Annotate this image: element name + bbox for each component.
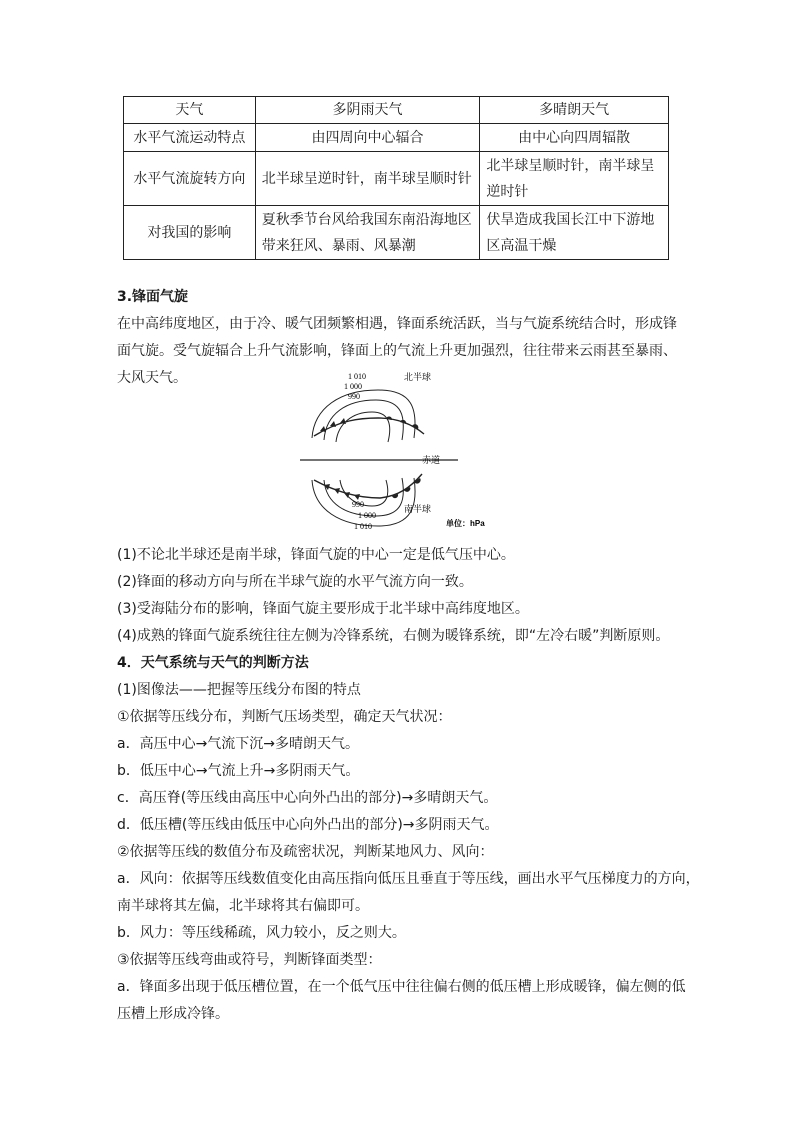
point-item: (4)成熟的锋面气旋系统往往左侧为冷锋系统，右侧为暖锋系统，即“左冷右暖”判断原则。 [117, 628, 670, 644]
paragraph-line: 在中高纬度地区，由于冷、暖气团频繁相遇，锋面系统活跃，当与气旋系统结合时，形成锋 [117, 316, 677, 332]
table-cell: 对我国的影响 [124, 206, 256, 260]
point-item: (1)不论北半球还是南半球，锋面气旋的中心一定是低气压中心。 [117, 547, 515, 563]
isobar-label-north-1000: 1 000 [344, 382, 362, 391]
paragraph-line: ②依据等压线的数值分布及疏密状况，判断某地风力、风向： [117, 844, 494, 860]
north-hemisphere-label: 北半球 [404, 372, 432, 382]
paragraph-line: ③依据等压线弯曲或符号，判断锋面类型： [117, 952, 382, 968]
isobar-label-north-1010: 1 010 [348, 372, 366, 381]
point-item: (3)受海陆分布的影响，锋面气旋主要形成于北半球中高纬度地区。 [117, 601, 529, 617]
unit-label: 单位：hPa [446, 519, 485, 528]
table-header-cell: 多阴雨天气 [255, 97, 480, 124]
table-header-cell: 天气 [124, 97, 256, 124]
paragraph-line: 面气旋。受气旋辐合上升气流影响，锋面上的气流上升更加强烈，往往带来云雨甚至暴雨、 [117, 343, 677, 359]
front-line-north [314, 418, 424, 436]
south-hemisphere-label: 南半球 [404, 504, 432, 514]
isobar-north-inner [336, 412, 390, 442]
paragraph-line: b．风力：等压线稀疏，风力较小，反之则大。 [117, 925, 406, 941]
point-item: (2)锋面的移动方向与所在半球气旋的水平气流方向一致。 [117, 574, 473, 590]
paragraph-line: b．低压中心→气流上升→多阴雨天气。 [117, 763, 360, 779]
table-cell: 由中心向四周辐散 [480, 124, 669, 152]
table-cell: 北半球呈逆时针，南半球呈顺时针 [255, 152, 480, 206]
front-line-south [314, 474, 422, 498]
weather-comparison-table [123, 96, 669, 260]
isobar-label-north-990: 990 [348, 392, 360, 401]
paragraph-line: d．低压槽(等压线由低压中心向外凸出的部分)→多阴雨天气。 [117, 817, 499, 833]
table-cell: 夏秋季节台风给我国东南沿海地区带来狂风、暴雨、风暴潮 [255, 206, 480, 260]
section-4 [117, 650, 700, 1028]
paragraph-line: a．风向：依据等压线数值变化由高压指向低压且垂直于等压线，画出水平气压梯度力的方向， [117, 871, 700, 887]
paragraph-line: a．锋面多出现于低压槽位置，在一个低气压中往往偏右侧的低压槽上形成暖锋，偏左侧的低 [117, 979, 686, 995]
paragraph-line: c．高压脊(等压线由高压中心向外凸出的部分)→多晴朗天气。 [117, 790, 498, 806]
isobar-label-south-1000: 1 000 [358, 511, 376, 520]
paragraph-line: 南半球将其左偏，北半球将其右偏即可。 [117, 898, 369, 914]
paragraph-line: 压槽上形成冷锋。 [117, 1006, 229, 1022]
table-cell: 水平气流旋转方向 [124, 152, 256, 206]
key-points [117, 542, 677, 650]
isobar-label-south-990: 990 [352, 500, 364, 509]
frontal-cyclone-diagram [300, 368, 500, 534]
section-3-title: 3.锋面气旋 [117, 289, 189, 305]
isobar-north-outer [312, 390, 415, 438]
table-row [124, 206, 669, 260]
paragraph-line: (1)图像法——把握等压线分布图的特点 [117, 682, 361, 698]
section-4-title: 4．天气系统与天气的判断方法 [117, 655, 309, 671]
table-header-row [124, 97, 669, 124]
table-header-cell: 多晴朗天气 [480, 97, 669, 124]
table-cell: 伏旱造成我国长江中下游地区高温干燥 [480, 206, 669, 260]
table-cell: 北半球呈顺时针，南半球呈逆时针 [480, 152, 669, 206]
table-row [124, 152, 669, 206]
paragraph-line: a．高压中心→气流下沉→多晴朗天气。 [117, 736, 360, 752]
isobar-label-south-1010: 1 010 [354, 522, 372, 531]
table-cell: 由四周向中心辐合 [255, 124, 480, 152]
paragraph-line: 大风天气。 [117, 370, 187, 386]
table-row [124, 124, 669, 152]
table-cell: 水平气流运动特点 [124, 124, 256, 152]
equator-label: 赤道 [422, 455, 441, 465]
paragraph-line: ①依据等压线分布，判断气压场类型，确定天气状况： [117, 709, 452, 725]
isobar-north-mid [324, 400, 403, 440]
